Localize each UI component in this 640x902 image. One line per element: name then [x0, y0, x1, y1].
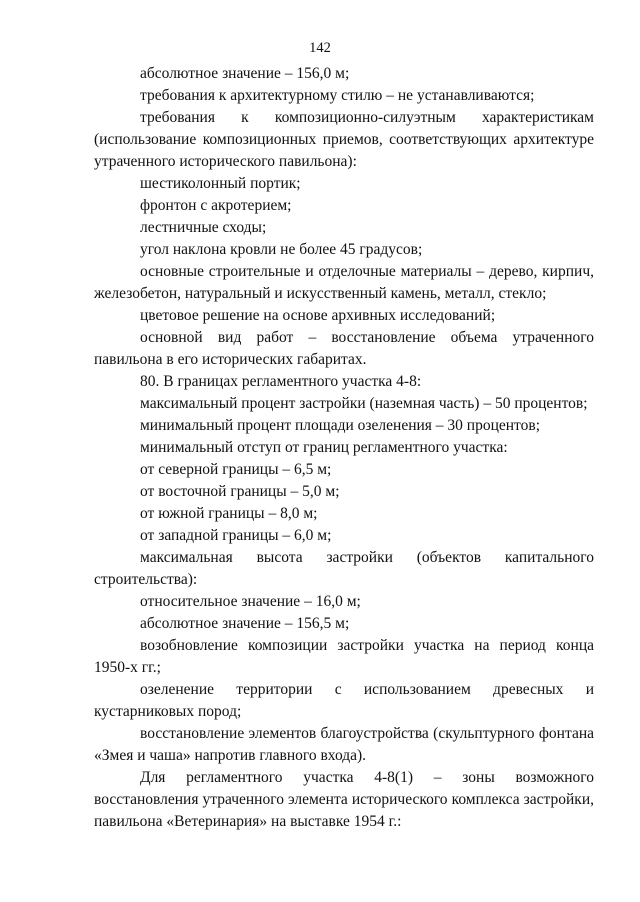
text-line: минимальный процент площади озеленения – 30 процентов; — [140, 417, 541, 434]
text-line: от западной границы – 6,0 м; — [140, 527, 332, 544]
text-line: минимальный отступ от границ регламентного участка: — [140, 439, 508, 456]
text-line: относительное значение – 16,0 м; — [140, 593, 361, 610]
document-body — [94, 63, 594, 833]
text-line: от южной границы – 8,0 м; — [140, 505, 318, 522]
text-paragraph: основные строительные и отделочные материалы – дерево, кирпич, железобетон, натуральный и искусственный камень, металл, стекло; — [94, 263, 594, 302]
text-paragraph: Для регламентного участка 4-8(1) – зоны возможного восстановления утраченного элемента исторического комплекса застройки, павильона «Ветеринария» на выставке 1954 г.: — [94, 769, 594, 830]
text-line: фронтон с акротерием; — [140, 197, 292, 214]
text-line: абсолютное значение – 156,0 м; — [140, 65, 350, 82]
text-line: абсолютное значение – 156,5 м; — [140, 615, 350, 632]
text-line: шестиколонный портик; — [140, 175, 301, 192]
text-paragraph: основной вид работ – восстановление объема утраченного павильона в его исторических габаритах. — [94, 329, 594, 368]
text-line: от восточной границы – 5,0 м; — [140, 483, 340, 500]
page-number: 142 — [309, 40, 331, 56]
text-paragraph: требования к композиционно-силуэтным характеристикам (использование композиционных приемов, соответствующих архитектуре утраченного исторического павильона): — [94, 109, 594, 170]
text-line: лестничные сходы; — [140, 219, 267, 236]
text-line: максимальный процент застройки (наземная часть) – 50 процентов; — [140, 395, 588, 412]
text-paragraph: озеленение территории с использованием древесных и кустарниковых пород; — [94, 681, 594, 720]
text-paragraph: возобновление композиции застройки участка на период конца 1950-х гг.; — [94, 637, 594, 676]
text-paragraph: восстановление элементов благоустройства (скульптурного фонтана «Змея и чаша» напротив главного входа). — [94, 725, 594, 764]
section-heading: 80. В границах регламентного участка 4-8: — [140, 373, 422, 390]
text-line: угол наклона кровли не более 45 градусов; — [140, 241, 423, 258]
text-line: требования к архитектурному стилю – не устанавливаются; — [140, 87, 535, 104]
text-line: от северной границы – 6,5 м; — [140, 461, 332, 478]
text-paragraph: максимальная высота застройки (объектов капитального строительства): — [94, 549, 594, 588]
text-line: цветовое решение на основе архивных исследований; — [140, 307, 496, 324]
